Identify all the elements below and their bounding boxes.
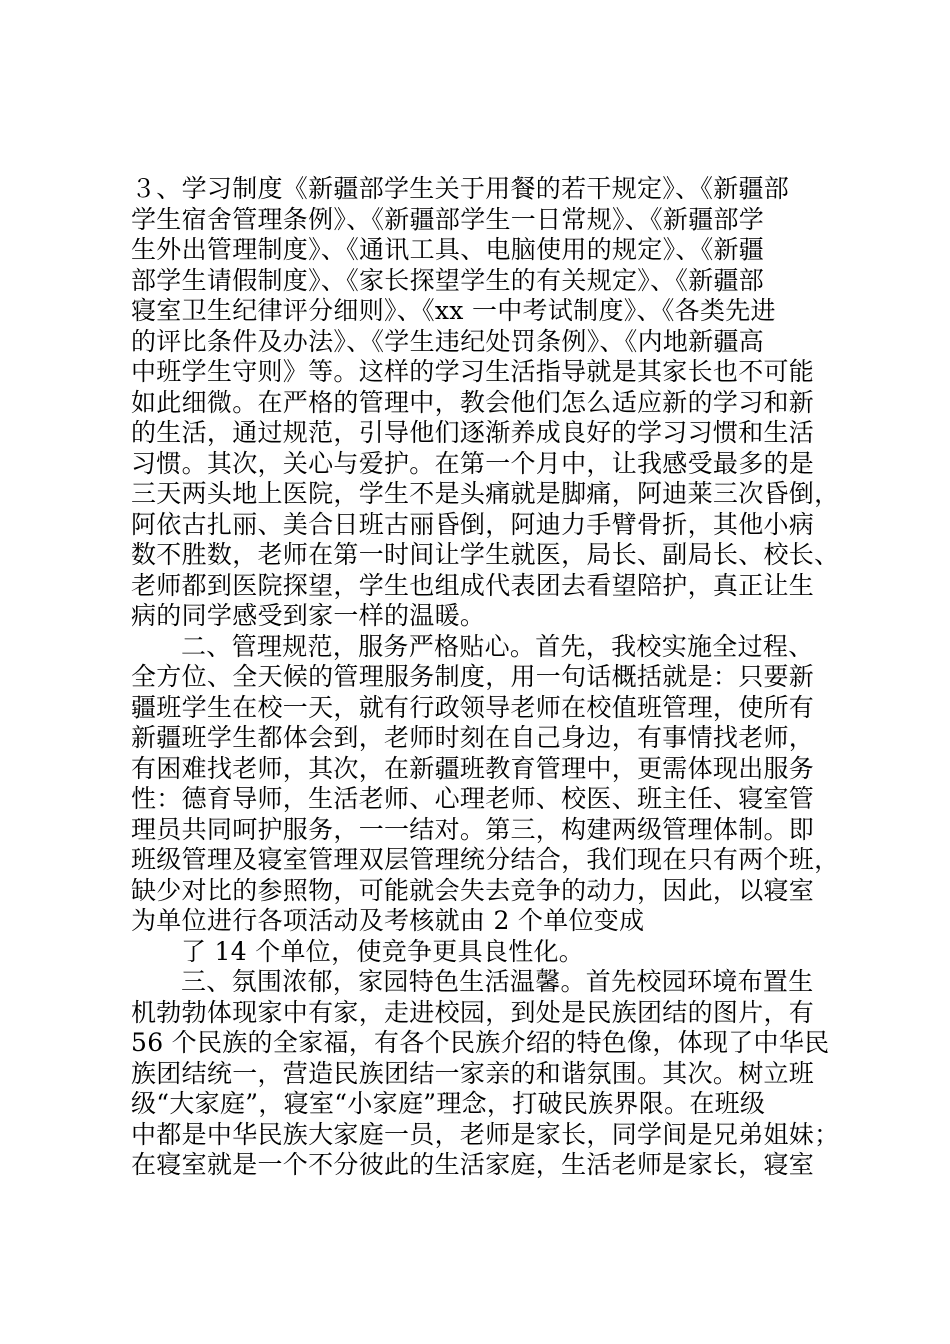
text-line: 理员共同呵护服务，一一结对。第三，构建两级管理体制。即 [131,814,815,844]
text-line: 中都是中华民族大家庭一员，老师是家长，同学间是兄弟姐妹； [131,1119,840,1149]
text-line: 有困难找老师，其次，在新疆班教育管理中，更需体现出服务 [131,753,815,783]
text-line: 机勃勃体现家中有家，走进校园，到处是民族团结的图片，有 [131,997,815,1027]
text-line: 新疆班学生都体会到，老师时刻在自己身边，有事情找老师， [131,723,815,752]
text-line: 班级管理及寝室管理双层管理统分结合，我们现在只有两个班， [131,845,840,874]
text-line: 56 个民族的全家福，有各个民族介绍的特色像，体现了中华民 [131,1028,830,1057]
text-line: 病的同学感受到家一样的温暖。 [131,601,486,630]
text-line: 学生宿舍管理条例》、《新疆部学生一日常规》、《新疆部学 [131,204,765,234]
paragraph-start-line: 三、氛围浓郁，家园特色生活温馨。首先校园环境布置生 [181,967,814,996]
text-line: 三天两头地上医院，学生不是头痛就是脚痛，阿迪莱三次昏倒， [131,479,840,508]
text-line: 如此细微。在严格的管理中，教会他们怎么适应新的学习和新 [131,387,815,417]
text-line: 阿依古扎丽、美合日班古丽昏倒，阿迪力手臂骨折，其他小病 [131,509,815,539]
text-line: ３、学习制度《新疆部学生关于用餐的若干规定》、《新疆部 [131,174,790,203]
continuation-line: 了 14 个单位，使竞争更具良性化。 [181,936,585,966]
text-line: 全方位、全天候的管理服务制度，用一句话概括就是：只要新 [131,662,815,691]
text-line: 缺少对比的参照物，可能就会失去竞争的动力，因此，以寝室 [131,875,815,905]
text-line: 疆班学生在校一天，就有行政领导老师在校值班管理，使所有 [131,692,815,722]
text-line: 性：德育导师，生活老师、心理老师、校医、班主任、寝室管 [131,784,815,813]
text-line: 寝室卫生纪律评分细则》、《xx 一中考试制度》、《各类先进 [131,296,776,325]
text-line: 的评比条件及办法》、《学生违纪处罚条例》、《内地新疆高 [131,326,765,356]
paragraph-start-line: 二、管理规范，服务严格贴心。首先，我校实施全过程、 [181,631,814,661]
text-line: 级“大家庭”，寝室“小家庭”理念，打破民族界限。在班级 [131,1089,766,1118]
text-line: 老师都到医院探望，学生也组成代表团去看望陪护，真正让生 [131,570,815,600]
text-line: 中班学生守则》等。这样的学习生活指导就是其家长也不可能 [131,357,815,386]
text-line: 习惯。其次，关心与爱护。在第一个月中，让我感受最多的是 [131,448,815,478]
text-line: 生外出管理制度》、《通讯工具、电脑使用的规定》、《新疆 [131,235,765,264]
text-line: 的生活，通过规范，引导他们逐渐养成良好的学习习惯和生活 [131,418,815,447]
body-text [131,174,840,1181]
text-line: 部学生请假制度》、《家长探望学生的有关规定》、《新疆部 [131,265,765,295]
text-line: 数不胜数，老师在第一时间让学生就医，局长、副局长、校长、 [131,540,840,569]
text-line: 族团结统一，营造民族团结一家亲的和谐氛围。其次。树立班 [131,1058,815,1088]
text-line: 为单位进行各项活动及考核就由 2 个单位变成 [131,906,645,935]
text-line: 在寝室就是一个不分彼此的生活家庭，生活老师是家长，寝室 [131,1150,815,1179]
